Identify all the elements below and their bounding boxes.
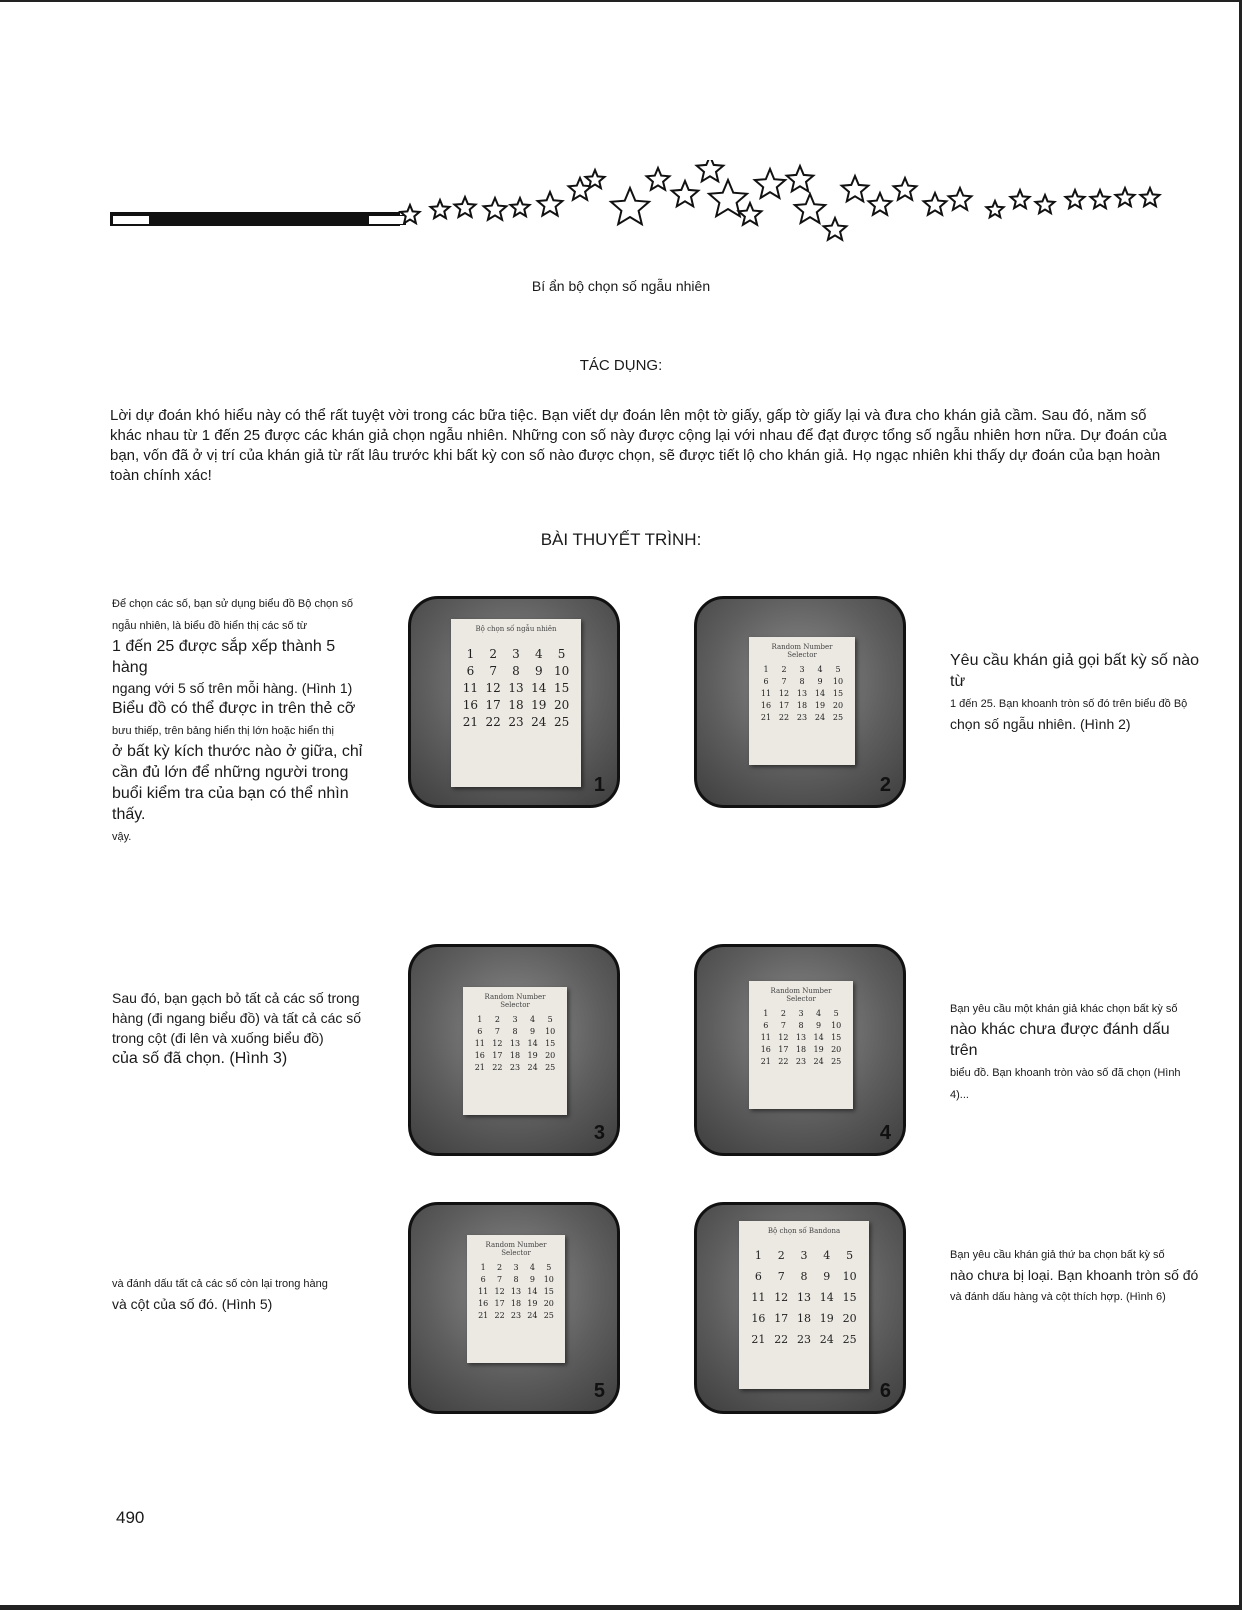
grid-number: 21 [478,1311,489,1320]
grid-number: 3 [513,1263,519,1272]
grid-number: 23 [796,1333,811,1346]
grid-number: 10 [832,677,844,686]
star-icon [1066,190,1085,208]
grid-number: 19 [527,1299,538,1308]
grid-number: 9 [823,1270,831,1283]
card-title: Random Number Selector [485,1241,547,1257]
card-title: Random Number Selector [771,643,833,659]
grid-number: 6 [480,1275,486,1284]
figure-number: 4 [879,1122,891,1144]
grid-number: 23 [509,1063,521,1072]
grid-number: 7 [494,1027,500,1036]
grid-number: 5 [547,1015,553,1024]
grid-number: 22 [778,1057,789,1066]
grid-number: 20 [831,1045,842,1054]
grid-number: 8 [512,664,520,678]
caption-1-line: Để chọn các số, bạn sử dụng biểu đồ Bộ chọn số ngẫu nhiên, là biểu đồ hiển thị các số từ [112,598,353,632]
grid-number: 14 [527,1287,538,1296]
grid-number: 11 [478,1287,489,1296]
grid-number: 10 [543,1275,554,1284]
grid-number: 18 [796,1312,811,1325]
grid-number: 21 [760,713,772,722]
number-grid [757,1009,845,1066]
grid-number: 7 [780,1021,786,1030]
caption-4-line: nào khác chưa được đánh dấu trên [950,1021,1170,1059]
figure-number: 1 [593,774,605,796]
caption-4-line: biểu đồ. Bạn khoanh tròn vào số đã chọn (Hình 4)... [950,1067,1181,1101]
grid-number: 13 [509,1039,521,1048]
star-icon [1091,190,1110,208]
grid-number: 14 [819,1291,834,1304]
grid-number: 4 [534,647,543,661]
star-icon [869,193,892,215]
figure-number: 6 [879,1380,891,1402]
grid-number: 3 [799,665,805,674]
grid-number: 2 [780,1009,786,1018]
grid-number: 5 [557,647,566,661]
grid-number: 17 [492,1051,503,1060]
star-icon [672,181,699,206]
star-icon [787,166,814,191]
star-icon [611,188,649,224]
number-grid [747,1249,861,1346]
grid-number: 17 [494,1299,505,1308]
grid-number: 19 [819,1312,834,1325]
grid-number: 9 [816,1021,822,1030]
number-selector-card [749,637,855,765]
grid-number: 21 [751,1333,766,1346]
grid-number: 11 [751,1291,766,1304]
grid-number: 14 [527,1039,538,1048]
caption-3-line: Sau đó, bạn gạch bỏ tất cả các số trong hàng (đi ngang biểu đồ) và tất cả các số trong cột (đi lên và xuống biểu đồ) [112,990,362,1046]
star-icon [484,198,507,220]
grid-number: 16 [751,1312,766,1325]
grid-number: 4 [816,1009,822,1018]
grid-number: 22 [485,715,501,729]
number-grid [475,1263,557,1320]
grid-number: 18 [795,1045,807,1054]
grid-number: 18 [796,701,808,710]
grid-number: 24 [527,1311,538,1320]
grid-number: 13 [796,689,808,698]
star-icon [511,198,530,216]
grid-number: 22 [492,1063,503,1072]
caption-1 [112,592,367,847]
grid-number: 5 [846,1249,854,1262]
grid-number: 25 [553,715,570,729]
card-title: Bộ chọn số ngẫu nhiên [475,625,557,633]
caption-2-line: chọn số ngẫu nhiên. (Hình 2) [950,716,1131,732]
grid-number: 12 [774,1291,789,1304]
grid-number: 25 [545,1063,556,1072]
caption-1-line: 1 đến 25 được sắp xếp thành 5 hàng [112,638,336,676]
star-icon [431,200,450,218]
grid-number: 13 [510,1287,522,1296]
star-icon [1141,188,1160,206]
star-icon [949,188,972,210]
grid-number: 15 [543,1287,554,1296]
grid-number: 15 [553,681,570,695]
grid-number: 6 [763,677,769,686]
grid-number: 17 [774,1312,789,1325]
grid-number: 23 [795,1057,807,1066]
grid-number: 7 [777,1270,785,1283]
grid-number: 11 [760,689,772,698]
grid-number: 16 [760,1045,771,1054]
grid-number: 3 [800,1249,808,1262]
grid-number: 1 [754,1249,762,1262]
caption-1-line: Biểu đồ có thể được in trên thẻ cỡ [112,700,356,717]
grid-number: 14 [813,1033,824,1042]
caption-2 [950,650,1200,734]
grid-number: 25 [832,713,844,722]
figure-6-photo [694,1202,906,1414]
number-grid [757,665,847,722]
star-icon [697,160,724,181]
grid-number: 19 [813,1045,824,1054]
page-title: Bí ẩn bộ chọn số ngẫu nhiên [531,278,711,294]
grid-number: 7 [497,1275,503,1284]
grid-number: 16 [760,701,772,710]
star-icon [986,201,1003,217]
grid-number: 11 [474,1039,485,1048]
grid-number: 20 [553,698,570,712]
grid-number: 20 [543,1299,554,1308]
caption-6 [950,1243,1200,1307]
star-icon [1036,195,1055,213]
grid-number: 5 [833,1009,839,1018]
card-title: Random Number Selector [484,993,546,1009]
star-icon [924,193,947,215]
figure-1-photo [408,596,620,808]
grid-number: 12 [778,1033,789,1042]
star-icon [401,205,420,223]
figure-number: 3 [593,1122,605,1144]
grid-number: 1 [763,1009,769,1018]
star-icon [455,197,476,217]
caption-3-line: của số đã chọn. (Hình 3) [112,1050,288,1067]
caption-2-line: Yêu cầu khán giả gọi bất kỳ số nào từ [950,652,1200,690]
grid-number: 6 [763,1021,769,1030]
grid-number: 24 [813,1057,824,1066]
grid-number: 13 [508,681,524,695]
card-title: Random Number Selector [770,987,832,1003]
grid-number: 10 [545,1027,556,1036]
grid-number: 24 [527,1063,538,1072]
grid-number: 13 [795,1033,807,1042]
grid-number: 14 [531,681,547,695]
grid-number: 5 [546,1263,552,1272]
grid-number: 16 [462,698,479,712]
number-selector-card [451,619,581,787]
grid-number: 12 [492,1039,503,1048]
star-icon [1116,188,1135,206]
grid-number: 11 [760,1033,771,1042]
caption-1-line: bưu thiếp, trên bảng hiển thị lớn hoặc hiển thị [112,725,334,737]
intro-paragraph: Lời dự đoán khó hiểu này có thể rất tuyệt vời trong các bữa tiệc. Bạn viết dự đoán lên một tờ giấy, gấp tờ giấy lại và đưa cho khán giả cầm. Sau đó, năm số khác nhau từ 1 đến 25 được các khán giả chọn ngẫu nhiên. Những con số này được cộng lại với nhau để đạt được tổng số ngẫu nhiên hơn nữa. Dự đoán của bạn, vốn đã ở vị trí của khán giả từ rất lâu trước khi bất kỳ con số nào được chọn, sẽ được tiết lộ cho khán giả. Họ ngạc nhiên khi thấy dự đoán của bạn hoàn toàn chính xác! [110,407,1167,484]
grid-number: 15 [831,1033,842,1042]
star-icon [824,218,847,240]
grid-number: 12 [485,681,501,695]
caption-6-line: nào chưa bị loại. Bạn khoanh tròn số đó [950,1267,1199,1283]
star-icon [755,169,785,198]
grid-number: 2 [777,1249,785,1262]
grid-number: 10 [842,1270,857,1283]
caption-1-line: ngang với 5 số trên mỗi hàng. (Hình 1) [112,680,353,696]
grid-number: 9 [530,1027,536,1036]
grid-number: 4 [530,1015,536,1024]
number-grid [459,647,573,729]
grid-number: 21 [760,1057,771,1066]
star-icon [842,176,869,201]
grid-number: 22 [494,1311,505,1320]
grid-number: 24 [819,1333,834,1346]
grid-number: 9 [817,677,823,686]
grid-number: 23 [508,715,524,729]
magic-wand-banner [110,160,1210,260]
grid-number: 19 [814,701,826,710]
grid-number: 16 [474,1051,485,1060]
grid-number: 23 [796,713,808,722]
grid-number: 22 [774,1333,789,1346]
star-icon [795,194,825,223]
grid-number: 13 [796,1291,811,1304]
caption-5 [112,1272,367,1314]
grid-number: 25 [842,1333,857,1346]
grid-number: 19 [531,698,547,712]
grid-number: 1 [480,1263,486,1272]
caption-6-line: Bạn yêu cầu khán giả thứ ba chọn bất kỳ số [950,1249,1165,1261]
caption-1-line: ở bất kỳ kích thước nào ở giữa, chỉ cần đủ lớn để những người trong buổi kiểm tra của bạn có thể nhìn thấy. [112,743,363,823]
grid-number: 24 [531,715,547,729]
grid-number: 4 [529,1263,535,1272]
grid-number: 12 [494,1287,505,1296]
grid-number: 17 [485,698,501,712]
grid-number: 19 [527,1051,538,1060]
grid-number: 9 [534,664,543,678]
grid-number: 24 [814,713,826,722]
grid-number: 8 [799,677,805,686]
page-border-bottom [0,1605,1242,1610]
card-title: Bộ chọn số Bandona [767,1227,841,1235]
caption-3 [112,988,367,1069]
grid-number: 1 [466,647,475,661]
grid-number: 9 [529,1275,535,1284]
grid-number: 18 [509,1051,521,1060]
grid-number: 2 [489,647,498,661]
presentation-heading: BÀI THUYẾT TRÌNH: [540,530,702,549]
number-selector-card [749,981,853,1109]
grid-number: 7 [489,664,498,678]
stars-icon [110,160,1210,260]
grid-number: 20 [545,1051,556,1060]
grid-number: 8 [513,1275,519,1284]
figure-number: 5 [593,1380,605,1402]
caption-2-line: 1 đến 25. Bạn khoanh tròn số đó trên biểu đồ Bộ [950,698,1188,710]
number-selector-card [739,1221,869,1389]
grid-number: 25 [543,1311,554,1320]
grid-number: 1 [763,665,769,674]
star-icon [894,178,917,200]
grid-number: 8 [512,1027,518,1036]
grid-number: 3 [512,647,520,661]
figure-2-photo [694,596,906,808]
grid-number: 25 [831,1057,842,1066]
grid-number: 1 [477,1015,483,1024]
star-icon [538,192,563,216]
grid-number: 8 [800,1270,808,1283]
grid-number: 2 [497,1263,503,1272]
grid-number: 20 [842,1312,857,1325]
grid-number: 14 [814,689,826,698]
grid-number: 23 [510,1311,522,1320]
grid-number: 11 [462,681,479,695]
figure-number: 2 [879,774,891,796]
caption-4-line: Bạn yêu cầu một khán giả khác chọn bất kỳ số [950,1003,1178,1015]
grid-number: 17 [778,1045,789,1054]
number-grid [471,1015,559,1072]
grid-number: 12 [778,689,790,698]
grid-number: 21 [462,715,479,729]
grid-number: 15 [545,1039,556,1048]
grid-number: 18 [510,1299,522,1308]
grid-number: 22 [778,713,790,722]
figure-5-photo [408,1202,620,1414]
figure-4-photo [694,944,906,1156]
number-selector-card [463,987,567,1115]
grid-number: 21 [474,1063,485,1072]
grid-number: 4 [817,665,823,674]
star-icon [1011,190,1030,208]
grid-number: 6 [466,664,475,678]
grid-number: 15 [842,1291,857,1304]
grid-number: 4 [823,1249,831,1262]
grid-number: 16 [478,1299,489,1308]
caption-1-line: vậy. [112,831,132,843]
grid-number: 6 [477,1027,483,1036]
figure-3-photo [408,944,620,1156]
number-selector-card [467,1235,565,1363]
grid-number: 8 [798,1021,804,1030]
page-number: 490 [116,1508,145,1527]
grid-number: 6 [754,1270,762,1283]
grid-number: 2 [781,665,787,674]
grid-number: 10 [831,1021,842,1030]
effect-heading: TÁC DỤNG: [579,357,663,374]
grid-number: 17 [778,701,790,710]
caption-4 [950,997,1200,1105]
grid-number: 10 [553,664,570,678]
grid-number: 3 [512,1015,518,1024]
grid-number: 7 [781,677,787,686]
grid-number: 5 [835,665,841,674]
grid-number: 18 [508,698,524,712]
star-icon [739,203,762,225]
caption-6-line: và đánh dấu hàng và cột thích hợp. (Hình 6) [950,1291,1166,1303]
page-border-top [0,0,1242,2]
grid-number: 20 [832,701,844,710]
star-icon [647,168,670,190]
grid-number: 2 [494,1015,500,1024]
grid-number: 3 [798,1009,804,1018]
caption-5-line: và cột của số đó. (Hình 5) [112,1296,273,1312]
caption-5-line: và đánh dấu tất cả các số còn lại trong hàng [112,1278,328,1290]
grid-number: 15 [832,689,844,698]
